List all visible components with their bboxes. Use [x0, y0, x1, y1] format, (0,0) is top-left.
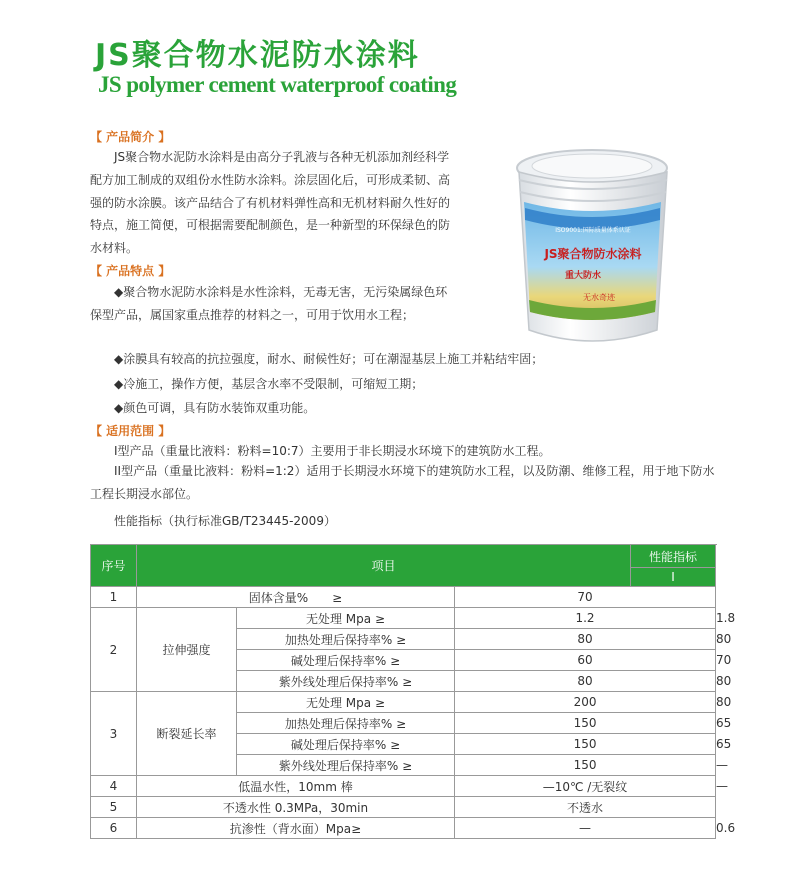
intro-heading: 【 产品简介 】: [90, 130, 171, 144]
row-no: 5: [91, 797, 137, 818]
value-type1: —: [455, 818, 716, 839]
performance-table: 序号 项目 性能指标 I II 1 固体含量% ≥ 70 2 拉伸强度 无处理 Mpa ≥ 1.2 1.8 加热处理后保持率% ≥ 80 80 碱处理后保持率% ≥ 60 70 紫外线处理后保持率% ≥ 80 80 3 断裂延长率 无处理 Mpa ≥ 200 80 加热处理后保持率% ≥ 150 65 碱处理后保持率% ≥ 150 65 紫外线处理后保持率% ≥ 150 — 4 低温水性，10mm 棒 —10℃ /无裂纹 — 5 不透水性 0.3MPa，30min 不透水 6 抗渗性（背水面）Mpa≥ — 0.6: [90, 544, 716, 839]
sub-item: 紫外线处理后保持率% ≥: [237, 755, 455, 776]
table-row: [91, 797, 716, 818]
bucket-cert: ISO9001:国际质量体系认证: [555, 227, 631, 234]
sub-item: 碱处理后保持率% ≥: [237, 734, 455, 755]
row-group: 拉伸强度: [137, 608, 237, 692]
sub-item: 无处理 Mpa ≥: [237, 692, 455, 713]
table-row: 紫外线处理后保持率% ≥ 80 80: [91, 671, 716, 692]
table-row: 3 断裂延长率 无处理 Mpa ≥ 200 80: [91, 692, 716, 713]
bucket-label-main: JS聚合物防水涂料: [544, 247, 642, 261]
value-type1: 150: [455, 755, 716, 776]
row-no: 2: [91, 608, 137, 692]
features-heading: 【 产品特点 】: [90, 264, 171, 278]
performance-standard: 性能指标（执行标准GB/T23445-2009）: [114, 514, 336, 528]
table-row: 4 低温水性，10mm 棒 —10℃ /无裂纹 —: [91, 776, 716, 797]
table-row: 2 拉伸强度 无处理 Mpa ≥ 1.2 1.8: [91, 608, 716, 629]
value-type1: 1.2: [455, 608, 716, 629]
sub-item: 无处理 Mpa ≥: [237, 608, 455, 629]
scope-heading: 【 适用范围 】: [90, 424, 171, 438]
feature-item-2: ◆涂膜具有较高的抗拉强度，耐水、耐候性好；可在潮湿基层上施工并粘结牢固；: [114, 352, 544, 366]
value-type1: 150: [455, 713, 716, 734]
row-group: 断裂延长率: [137, 692, 237, 776]
value-type1: 150: [455, 734, 716, 755]
feature-item-3: ◆冷施工，操作方便，基层含水率不受限制，可缩短工期；: [114, 377, 424, 391]
table-row: 紫外线处理后保持率% ≥ 150 —: [91, 755, 716, 776]
row-item: 抗渗性（背水面）Mpa≥: [137, 818, 455, 839]
feature-item-4: ◆颜色可调，具有防水装饰双重功能。: [114, 401, 316, 415]
row-no: 6: [91, 818, 137, 839]
row-no: 1: [91, 587, 137, 608]
page-title: JS聚合物水泥防水涂料: [95, 38, 420, 73]
feature-item-1: ◆聚合物水泥防水涂料是水性涂料，无毒无害，无污染属绿色环保型产品，属国家重点推荐的材料之一，可用于饮用水工程；: [90, 285, 448, 322]
sub-item: 碱处理后保持率% ≥: [237, 650, 455, 671]
row-no: 4: [91, 776, 137, 797]
bucket-label-sub: 重大防水: [565, 271, 602, 281]
sub-item: 加热处理后保持率% ≥: [237, 629, 455, 650]
header-item: 项目: [137, 545, 631, 587]
row-no: 3: [91, 692, 137, 776]
row-item: 固体含量% ≥: [137, 587, 455, 608]
page-subtitle: JS polymer cement waterproof coating: [98, 72, 457, 97]
sub-item: 紫外线处理后保持率% ≥: [237, 671, 455, 692]
value-type1: 60: [455, 650, 716, 671]
table-row: 加热处理后保持率% ≥ 80 80: [91, 629, 716, 650]
scope-type1: I型产品（重量比液料：粉料=10:7）主要用于非长期浸水环境下的建筑防水工程。: [114, 444, 551, 458]
value-type1: 80: [455, 671, 716, 692]
table-row: 加热处理后保持率% ≥ 150 65: [91, 713, 716, 734]
bucket-label-slogan: 无水奇迹: [583, 293, 615, 302]
intro-text: JS聚合物水泥防水涂料是由高分子乳液与各种无机添加剂经科学配方加工制成的双组份水性防水涂料。涂层固化后，可形成柔韧、高强的防水涂膜。该产品结合了有机材料弹性高和无机材料耐久性好的特点，施工简便，可根据需要配制颜色，是一种新型的环保绿色的防水材料。: [90, 150, 451, 256]
table-row: 6 抗渗性（背水面）Mpa≥ — 0.6: [91, 818, 716, 839]
header-type1: I: [631, 568, 716, 587]
header-perf: 性能指标: [631, 545, 716, 568]
row-item: 低温水性，10mm 棒: [137, 776, 455, 797]
row-item: 不透水性 0.3MPa，30min: [137, 797, 455, 818]
value-type1: 80: [455, 629, 716, 650]
row-value: 不透水: [455, 797, 716, 818]
sub-item: 加热处理后保持率% ≥: [237, 713, 455, 734]
table-row: 碱处理后保持率% ≥ 60 70: [91, 650, 716, 671]
scope-type2: II型产品（重量比液料：粉料=1:2）适用于长期浸水环境下的建筑防水工程，以及防潮、维修工程，用于地下防水工程长期浸水部位。: [90, 464, 715, 501]
value-type1: —10℃ /无裂纹: [455, 776, 716, 797]
table-row: [91, 587, 716, 608]
header-no: 序号: [91, 545, 137, 587]
value-type1: 200: [455, 692, 716, 713]
row-value: 70: [455, 587, 716, 608]
table-row: 碱处理后保持率% ≥ 150 65: [91, 734, 716, 755]
product-bucket-image: [505, 140, 680, 345]
